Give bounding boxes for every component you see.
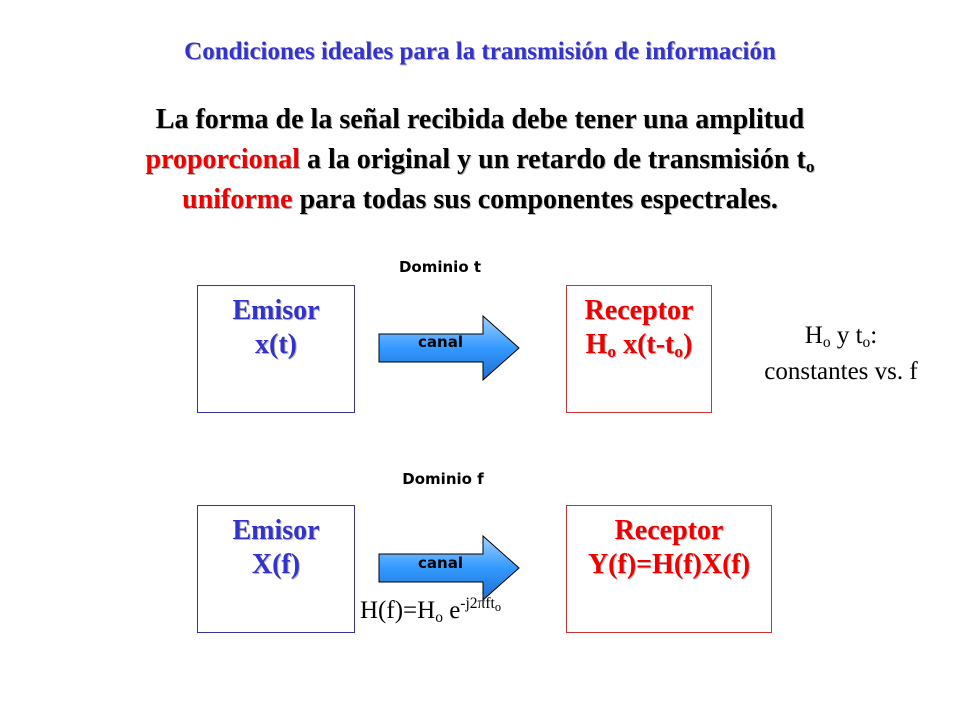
emitter-signal: X(f) — [251, 549, 301, 580]
freq-receiver-box — [566, 505, 772, 633]
t-subscript: o — [805, 157, 815, 176]
slide-title: Condiciones ideales para la transmisión de información — [184, 38, 776, 65]
receiver-signal: Y(f)=H(f)X(f) — [587, 549, 751, 580]
time-channel-label: canal — [418, 333, 463, 351]
emphasis-proporcional: proporcional — [145, 144, 300, 175]
receiver-title: Receptor — [584, 295, 694, 326]
freq-emitter-box — [197, 505, 355, 633]
emitter-title: Emisor — [232, 515, 320, 546]
constants-note-line-2: constantes vs. f — [764, 358, 918, 385]
freq-channel-label: canal — [418, 554, 463, 572]
emphasis-uniforme: uniforme — [182, 184, 293, 215]
receiver-signal: $H_o$ $x(t-t_o)$ — [585, 329, 693, 361]
freq-domain-label: Dominio f — [402, 470, 484, 488]
statement-line-3 — [40, 180, 920, 220]
statement-line-2 — [40, 140, 920, 180]
emitter-signal: x(t) — [255, 329, 297, 360]
statement-line-2-text: a la original y un retardo de transmisión t — [307, 144, 806, 175]
receiver-title: Receptor — [614, 515, 724, 546]
statement-line-3-text: para todas sus componentes espectrales. — [299, 184, 778, 215]
emitter-title: Emisor — [232, 295, 320, 326]
ideal-conditions-statement — [40, 100, 920, 220]
time-emitter-box — [197, 285, 355, 413]
time-receiver-box — [566, 285, 712, 413]
transfer-function: $H(f)=H_o$ $e^{-j2\pi ft_o}$ — [360, 595, 502, 626]
statement-line-1: La forma de la señal recibida debe tener una amplitud — [155, 104, 805, 135]
constants-note-line-1: $H_o$ y $t_o$: — [804, 322, 878, 351]
constants-note — [726, 318, 956, 390]
time-domain-label: Dominio t — [398, 258, 482, 276]
